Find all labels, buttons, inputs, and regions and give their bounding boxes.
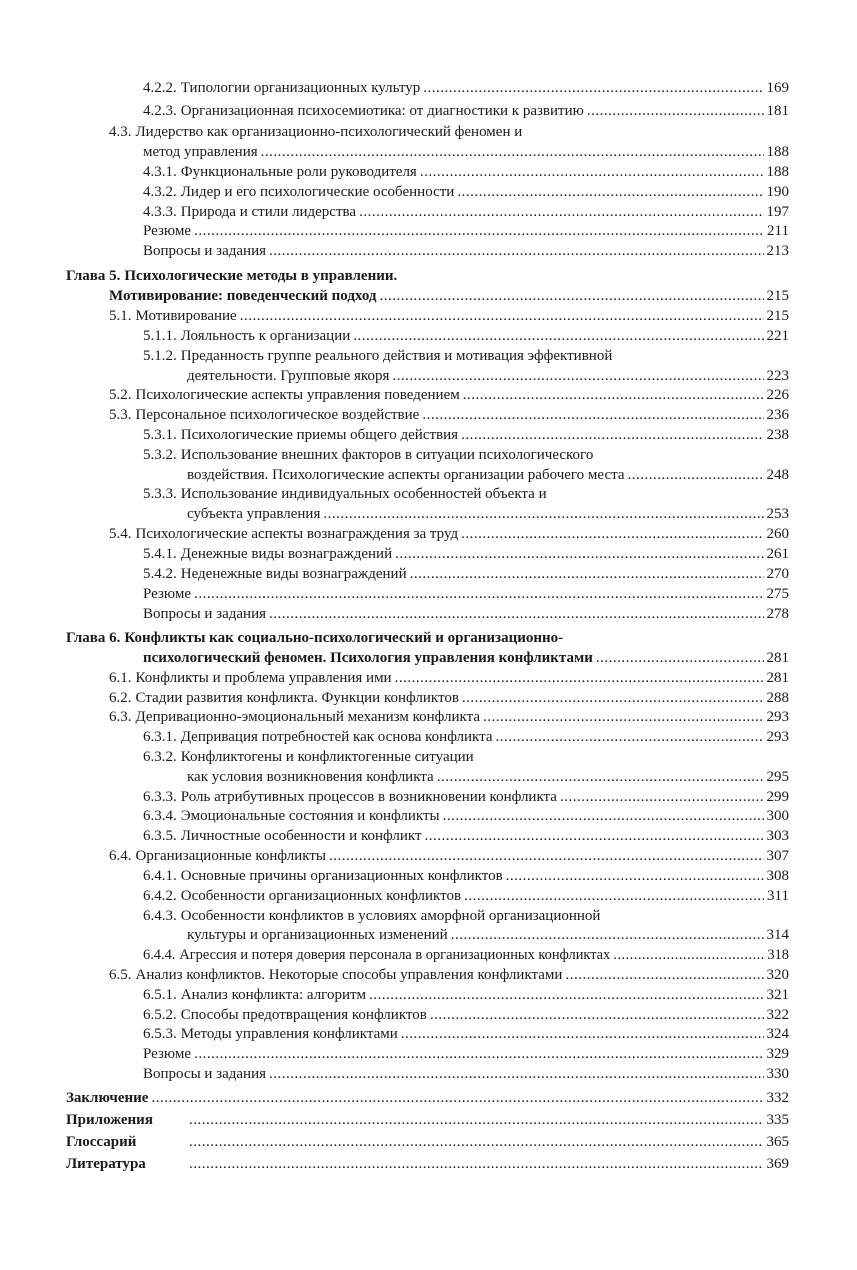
entry-page: 215 xyxy=(766,288,789,304)
toc-entry[interactable] xyxy=(143,1024,789,1044)
dot-leader xyxy=(369,985,763,1005)
toc-entry[interactable] xyxy=(143,1064,789,1084)
entry-title: Функциональные роли руководителя xyxy=(180,164,417,180)
toc-entry[interactable] xyxy=(109,707,789,727)
dot-leader xyxy=(261,142,764,162)
entry-page: 281 xyxy=(766,670,789,686)
dot-leader xyxy=(423,78,763,98)
entry-number: 5.2. xyxy=(109,387,132,403)
dot-leader xyxy=(425,826,764,846)
toc-chapter-heading[interactable] xyxy=(66,628,789,648)
toc-entry[interactable] xyxy=(109,668,789,688)
dot-leader xyxy=(587,101,764,121)
entry-title: воздействия. Психологические аспекты организации рабочего места xyxy=(187,467,625,483)
entry-number: 6.3.2. xyxy=(143,749,177,765)
entry-page: 275 xyxy=(766,586,789,602)
dot-leader xyxy=(410,564,764,584)
entry-page: 215 xyxy=(766,308,789,324)
entry-title: Лояльность к организации xyxy=(180,328,351,344)
entry-title: деятельности. Групповые якоря xyxy=(187,368,390,384)
entry-title: Конфликтогены и конфликтогенные ситуации xyxy=(180,749,474,765)
entry-page: 318 xyxy=(767,947,789,963)
entry-title: Вопросы и задания xyxy=(143,243,266,259)
dot-leader xyxy=(359,202,763,222)
toc-entry[interactable] xyxy=(143,221,789,241)
entry-title: Роль атрибутивных процессов в возникновении конфликта xyxy=(180,789,557,805)
dot-leader xyxy=(329,846,763,866)
entry-title: Использование внешних факторов в ситуации психологического xyxy=(180,447,594,463)
toc-entry[interactable] xyxy=(143,604,789,624)
entry-number: 4.2.2. xyxy=(143,80,177,96)
toc-entry[interactable] xyxy=(109,965,789,985)
entry-title: Природа и стили лидерства xyxy=(180,204,357,220)
toc-entry[interactable] xyxy=(143,886,789,906)
toc-entry[interactable] xyxy=(143,564,789,584)
toc-entry[interactable] xyxy=(143,945,789,965)
entry-page: 293 xyxy=(766,729,789,745)
entry-number: 6.4.2. xyxy=(143,888,177,904)
entry-number: 6.3. xyxy=(109,709,132,725)
dot-leader xyxy=(560,787,764,807)
entry-title: Способы предотвращения конфликтов xyxy=(180,1007,427,1023)
toc-entry[interactable] xyxy=(143,747,789,767)
entry-page: 188 xyxy=(766,144,789,160)
dot-leader xyxy=(194,1044,763,1064)
entry-number: 5.1. xyxy=(109,308,132,324)
entry-page: 330 xyxy=(766,1066,789,1082)
entry-page: 303 xyxy=(766,828,789,844)
entry-title: Анализ конфликтов. Некоторые способы управления конфликтами xyxy=(135,967,563,983)
entry-page: 278 xyxy=(766,606,789,622)
entry-page: 288 xyxy=(766,690,789,706)
entry-page: 261 xyxy=(766,546,789,562)
dot-leader xyxy=(506,866,764,886)
entry-number: 5.4.2. xyxy=(143,566,177,582)
dot-leader xyxy=(269,604,764,624)
entry-number: 5.3.1. xyxy=(143,427,177,443)
entry-title: Персональное психологическое воздействие xyxy=(135,407,420,423)
toc-entry-continuation[interactable] xyxy=(187,465,789,485)
entry-title: Психологические аспекты вознаграждения за труд xyxy=(135,526,459,542)
chapter-title: психологический феномен. Психология управления конфликтами xyxy=(143,650,593,666)
dot-leader xyxy=(392,366,763,386)
entry-title: Психологические приемы общего действия xyxy=(180,427,459,443)
entry-number: 5.3. xyxy=(109,407,132,423)
toc-entry[interactable] xyxy=(109,306,789,326)
toc-entry[interactable] xyxy=(143,346,789,366)
entry-page: 223 xyxy=(766,368,789,384)
entry-title: Денежные виды вознаграждений xyxy=(180,546,393,562)
entry-number: 4.3. xyxy=(109,124,132,140)
entry-title: метод управления xyxy=(143,144,258,160)
entry-number: 6.4.1. xyxy=(143,868,177,884)
section-title: Приложения xyxy=(66,1112,153,1128)
entry-number: 6.3.1. xyxy=(143,729,177,745)
toc-entry[interactable] xyxy=(143,445,789,465)
entry-title: Организационная психосемиотика: от диагностики к развитию xyxy=(180,103,584,119)
entry-title: Типологии организационных культур xyxy=(180,80,421,96)
dot-leader xyxy=(189,1110,764,1130)
entry-title: Конфликты и проблема управления ими xyxy=(135,670,392,686)
dot-leader xyxy=(240,306,764,326)
entry-number: 6.4.3. xyxy=(143,908,177,924)
entry-title: Анализ конфликта: алгоритм xyxy=(180,987,367,1003)
entry-number: 6.4. xyxy=(109,848,132,864)
toc-section-literature[interactable] xyxy=(66,1154,789,1174)
toc-entry[interactable] xyxy=(143,1005,789,1025)
entry-title: субъекта управления xyxy=(187,506,321,522)
dot-leader xyxy=(457,182,763,202)
entry-page: 321 xyxy=(766,987,789,1003)
toc-entry[interactable] xyxy=(143,806,789,826)
dot-leader xyxy=(395,544,763,564)
entry-page: 260 xyxy=(766,526,789,542)
entry-page: 322 xyxy=(766,1007,789,1023)
toc-entry[interactable] xyxy=(143,906,789,926)
entry-title: культуры и организационных изменений xyxy=(187,927,448,943)
toc-entry-continuation[interactable] xyxy=(187,366,789,386)
toc-entry[interactable] xyxy=(143,484,789,504)
entry-title: Агрессия и потеря доверия персонала в организационных конфликтах xyxy=(179,947,611,963)
dot-leader xyxy=(395,668,764,688)
entry-page: 299 xyxy=(766,789,789,805)
toc-chapter-continuation[interactable] xyxy=(109,286,789,306)
entry-number: 5.1.1. xyxy=(143,328,177,344)
entry-title: Особенности конфликтов в условиях аморфной организационной xyxy=(180,908,601,924)
entry-title: Депривационно-эмоциональный механизм конфликта xyxy=(135,709,480,725)
entry-number: 5.3.3. xyxy=(143,486,177,502)
toc-entry[interactable] xyxy=(109,122,789,142)
entry-page: 369 xyxy=(766,1156,789,1172)
toc-chapter-heading[interactable] xyxy=(66,266,789,286)
dot-leader xyxy=(401,1024,764,1044)
dot-leader xyxy=(463,385,764,405)
dot-leader xyxy=(461,524,763,544)
entry-title: Резюме xyxy=(143,1046,192,1062)
entry-page: 324 xyxy=(766,1026,789,1042)
entry-page: 226 xyxy=(766,387,789,403)
dot-leader xyxy=(194,584,763,604)
dot-leader xyxy=(628,465,764,485)
entry-page: 190 xyxy=(766,184,789,200)
entry-page: 188 xyxy=(766,164,789,180)
entry-page: 236 xyxy=(766,407,789,423)
entry-title: Психологические аспекты управления поведением xyxy=(135,387,460,403)
chapter-title: Конфликты как социально-психологический и организационно- xyxy=(124,630,564,646)
entry-number: 6.3.5. xyxy=(143,828,177,844)
entry-title: Стадии развития конфликта. Функции конфликтов xyxy=(135,690,459,706)
entry-number: 5.4.1. xyxy=(143,546,177,562)
entry-page: 248 xyxy=(766,467,789,483)
chapter-number: Глава 5. xyxy=(66,268,121,284)
dot-leader xyxy=(194,221,764,241)
entry-number: 6.4.4. xyxy=(143,947,176,963)
entry-page: 314 xyxy=(766,927,789,943)
entry-title: Преданность группе реального действия и мотивация эффективной xyxy=(180,348,613,364)
entry-title: Использование индивидуальных особенностей объекта и xyxy=(180,486,547,502)
dot-leader xyxy=(269,241,764,261)
entry-title: Эмоциональные состояния и конфликты xyxy=(180,808,440,824)
dot-leader xyxy=(269,1064,764,1084)
entry-number: 6.3.3. xyxy=(143,789,177,805)
entry-number: 4.3.1. xyxy=(143,164,177,180)
toc-chapter-continuation[interactable] xyxy=(143,648,789,668)
toc-entry[interactable] xyxy=(109,688,789,708)
toc-section-appendices[interactable] xyxy=(66,1110,789,1130)
toc-section-glossary[interactable] xyxy=(66,1132,789,1152)
toc-entry[interactable] xyxy=(109,405,789,425)
entry-page: 308 xyxy=(766,868,789,884)
dot-leader xyxy=(496,727,764,747)
entry-page: 281 xyxy=(766,650,789,666)
dot-leader xyxy=(596,648,764,668)
entry-number: 4.3.3. xyxy=(143,204,177,220)
dot-leader xyxy=(189,1154,764,1174)
toc-entry-continuation[interactable] xyxy=(143,142,789,162)
dot-leader xyxy=(462,688,764,708)
entry-page: 238 xyxy=(766,427,789,443)
entry-number: 6.3.4. xyxy=(143,808,177,824)
toc-entry-continuation[interactable] xyxy=(187,767,789,787)
entry-page: 169 xyxy=(766,80,789,96)
entry-title: Лидер и его психологические особенности xyxy=(180,184,455,200)
entry-page: 335 xyxy=(766,1112,789,1128)
entry-page: 300 xyxy=(766,808,789,824)
entry-number: 4.3.2. xyxy=(143,184,177,200)
section-title: Заключение xyxy=(66,1090,149,1106)
entry-title: Основные причины организационных конфликтов xyxy=(180,868,503,884)
entry-page: 213 xyxy=(766,243,789,259)
dot-leader xyxy=(189,1132,764,1152)
entry-page: 197 xyxy=(766,204,789,220)
chapter-title: Мотивирование: поведенческий подход xyxy=(109,288,377,304)
dot-leader xyxy=(565,965,763,985)
entry-page: 211 xyxy=(767,223,789,239)
dot-leader xyxy=(430,1005,764,1025)
entry-page: 270 xyxy=(766,566,789,582)
entry-page: 329 xyxy=(766,1046,789,1062)
entry-title: Резюме xyxy=(143,586,192,602)
entry-page: 293 xyxy=(766,709,789,725)
entry-page: 311 xyxy=(767,888,789,904)
dot-leader xyxy=(437,767,764,787)
toc-entry[interactable] xyxy=(143,202,789,222)
toc-entry[interactable] xyxy=(143,182,789,202)
chapter-number: Глава 6. xyxy=(66,630,121,646)
dot-leader xyxy=(422,405,763,425)
dot-leader xyxy=(323,504,763,524)
entry-page: 181 xyxy=(766,103,789,119)
entry-number: 4.2.3. xyxy=(143,103,177,119)
toc-entry[interactable] xyxy=(109,385,789,405)
entry-number: 6.1. xyxy=(109,670,132,686)
toc-entry[interactable] xyxy=(109,846,789,866)
dot-leader xyxy=(451,925,764,945)
toc-entry[interactable] xyxy=(143,544,789,564)
toc-entry[interactable] xyxy=(143,241,789,261)
entry-page: 332 xyxy=(766,1090,789,1106)
entry-page: 295 xyxy=(766,769,789,785)
entry-page: 253 xyxy=(766,506,789,522)
dot-leader xyxy=(420,162,764,182)
entry-title: Депривация потребностей как основа конфликта xyxy=(180,729,493,745)
entry-page: 221 xyxy=(766,328,789,344)
entry-number: 6.5. xyxy=(109,967,132,983)
entry-title: Резюме xyxy=(143,223,192,239)
toc-entry-continuation[interactable] xyxy=(187,504,789,524)
entry-page: 307 xyxy=(766,848,789,864)
toc-entry[interactable] xyxy=(143,162,789,182)
entry-title: Неденежные виды вознаграждений xyxy=(180,566,407,582)
dot-leader xyxy=(613,945,764,965)
entry-number: 5.1.2. xyxy=(143,348,177,364)
dot-leader xyxy=(151,1088,763,1108)
entry-title: Личностные особенности и конфликт xyxy=(180,828,422,844)
toc-entry[interactable] xyxy=(143,584,789,604)
toc-entry[interactable] xyxy=(143,866,789,886)
dot-leader xyxy=(464,886,764,906)
entry-number: 6.5.1. xyxy=(143,987,177,1003)
entry-page: 365 xyxy=(766,1134,789,1150)
entry-number: 6.5.2. xyxy=(143,1007,177,1023)
section-title: Глоссарий xyxy=(66,1134,137,1150)
toc-entry[interactable] xyxy=(109,524,789,544)
entry-title: Особенности организационных конфликтов xyxy=(180,888,462,904)
entry-title: Лидерство как организационно-психологический феномен и xyxy=(135,124,523,140)
toc-entry[interactable] xyxy=(143,985,789,1005)
dot-leader xyxy=(380,286,764,306)
dot-leader xyxy=(443,806,764,826)
toc-entry[interactable] xyxy=(143,787,789,807)
toc-entry[interactable] xyxy=(143,727,789,747)
toc-entry-continuation[interactable] xyxy=(187,925,789,945)
chapter-title: Психологические методы в управлении. xyxy=(124,268,398,284)
entry-title: как условия возникновения конфликта xyxy=(187,769,434,785)
entry-title: Вопросы и задания xyxy=(143,606,266,622)
entry-number: 5.3.2. xyxy=(143,447,177,463)
toc-section-conclusion[interactable] xyxy=(66,1088,789,1108)
entry-page: 320 xyxy=(766,967,789,983)
dot-leader xyxy=(483,707,764,727)
entry-number: 6.2. xyxy=(109,690,132,706)
entry-title: Вопросы и задания xyxy=(143,1066,266,1082)
entry-title: Мотивирование xyxy=(135,308,237,324)
entry-title: Методы управления конфликтами xyxy=(180,1026,398,1042)
toc-entry[interactable] xyxy=(143,1044,789,1064)
entry-number: 5.4. xyxy=(109,526,132,542)
dot-leader xyxy=(461,425,763,445)
toc-entry[interactable] xyxy=(143,78,789,98)
toc-entry[interactable] xyxy=(143,101,789,121)
entry-number: 6.5.3. xyxy=(143,1026,177,1042)
toc-entry[interactable] xyxy=(143,425,789,445)
section-title: Литература xyxy=(66,1156,146,1172)
entry-title: Организационные конфликты xyxy=(135,848,327,864)
dot-leader xyxy=(353,326,763,346)
toc-entry[interactable] xyxy=(143,826,789,846)
toc-entry[interactable] xyxy=(143,326,789,346)
